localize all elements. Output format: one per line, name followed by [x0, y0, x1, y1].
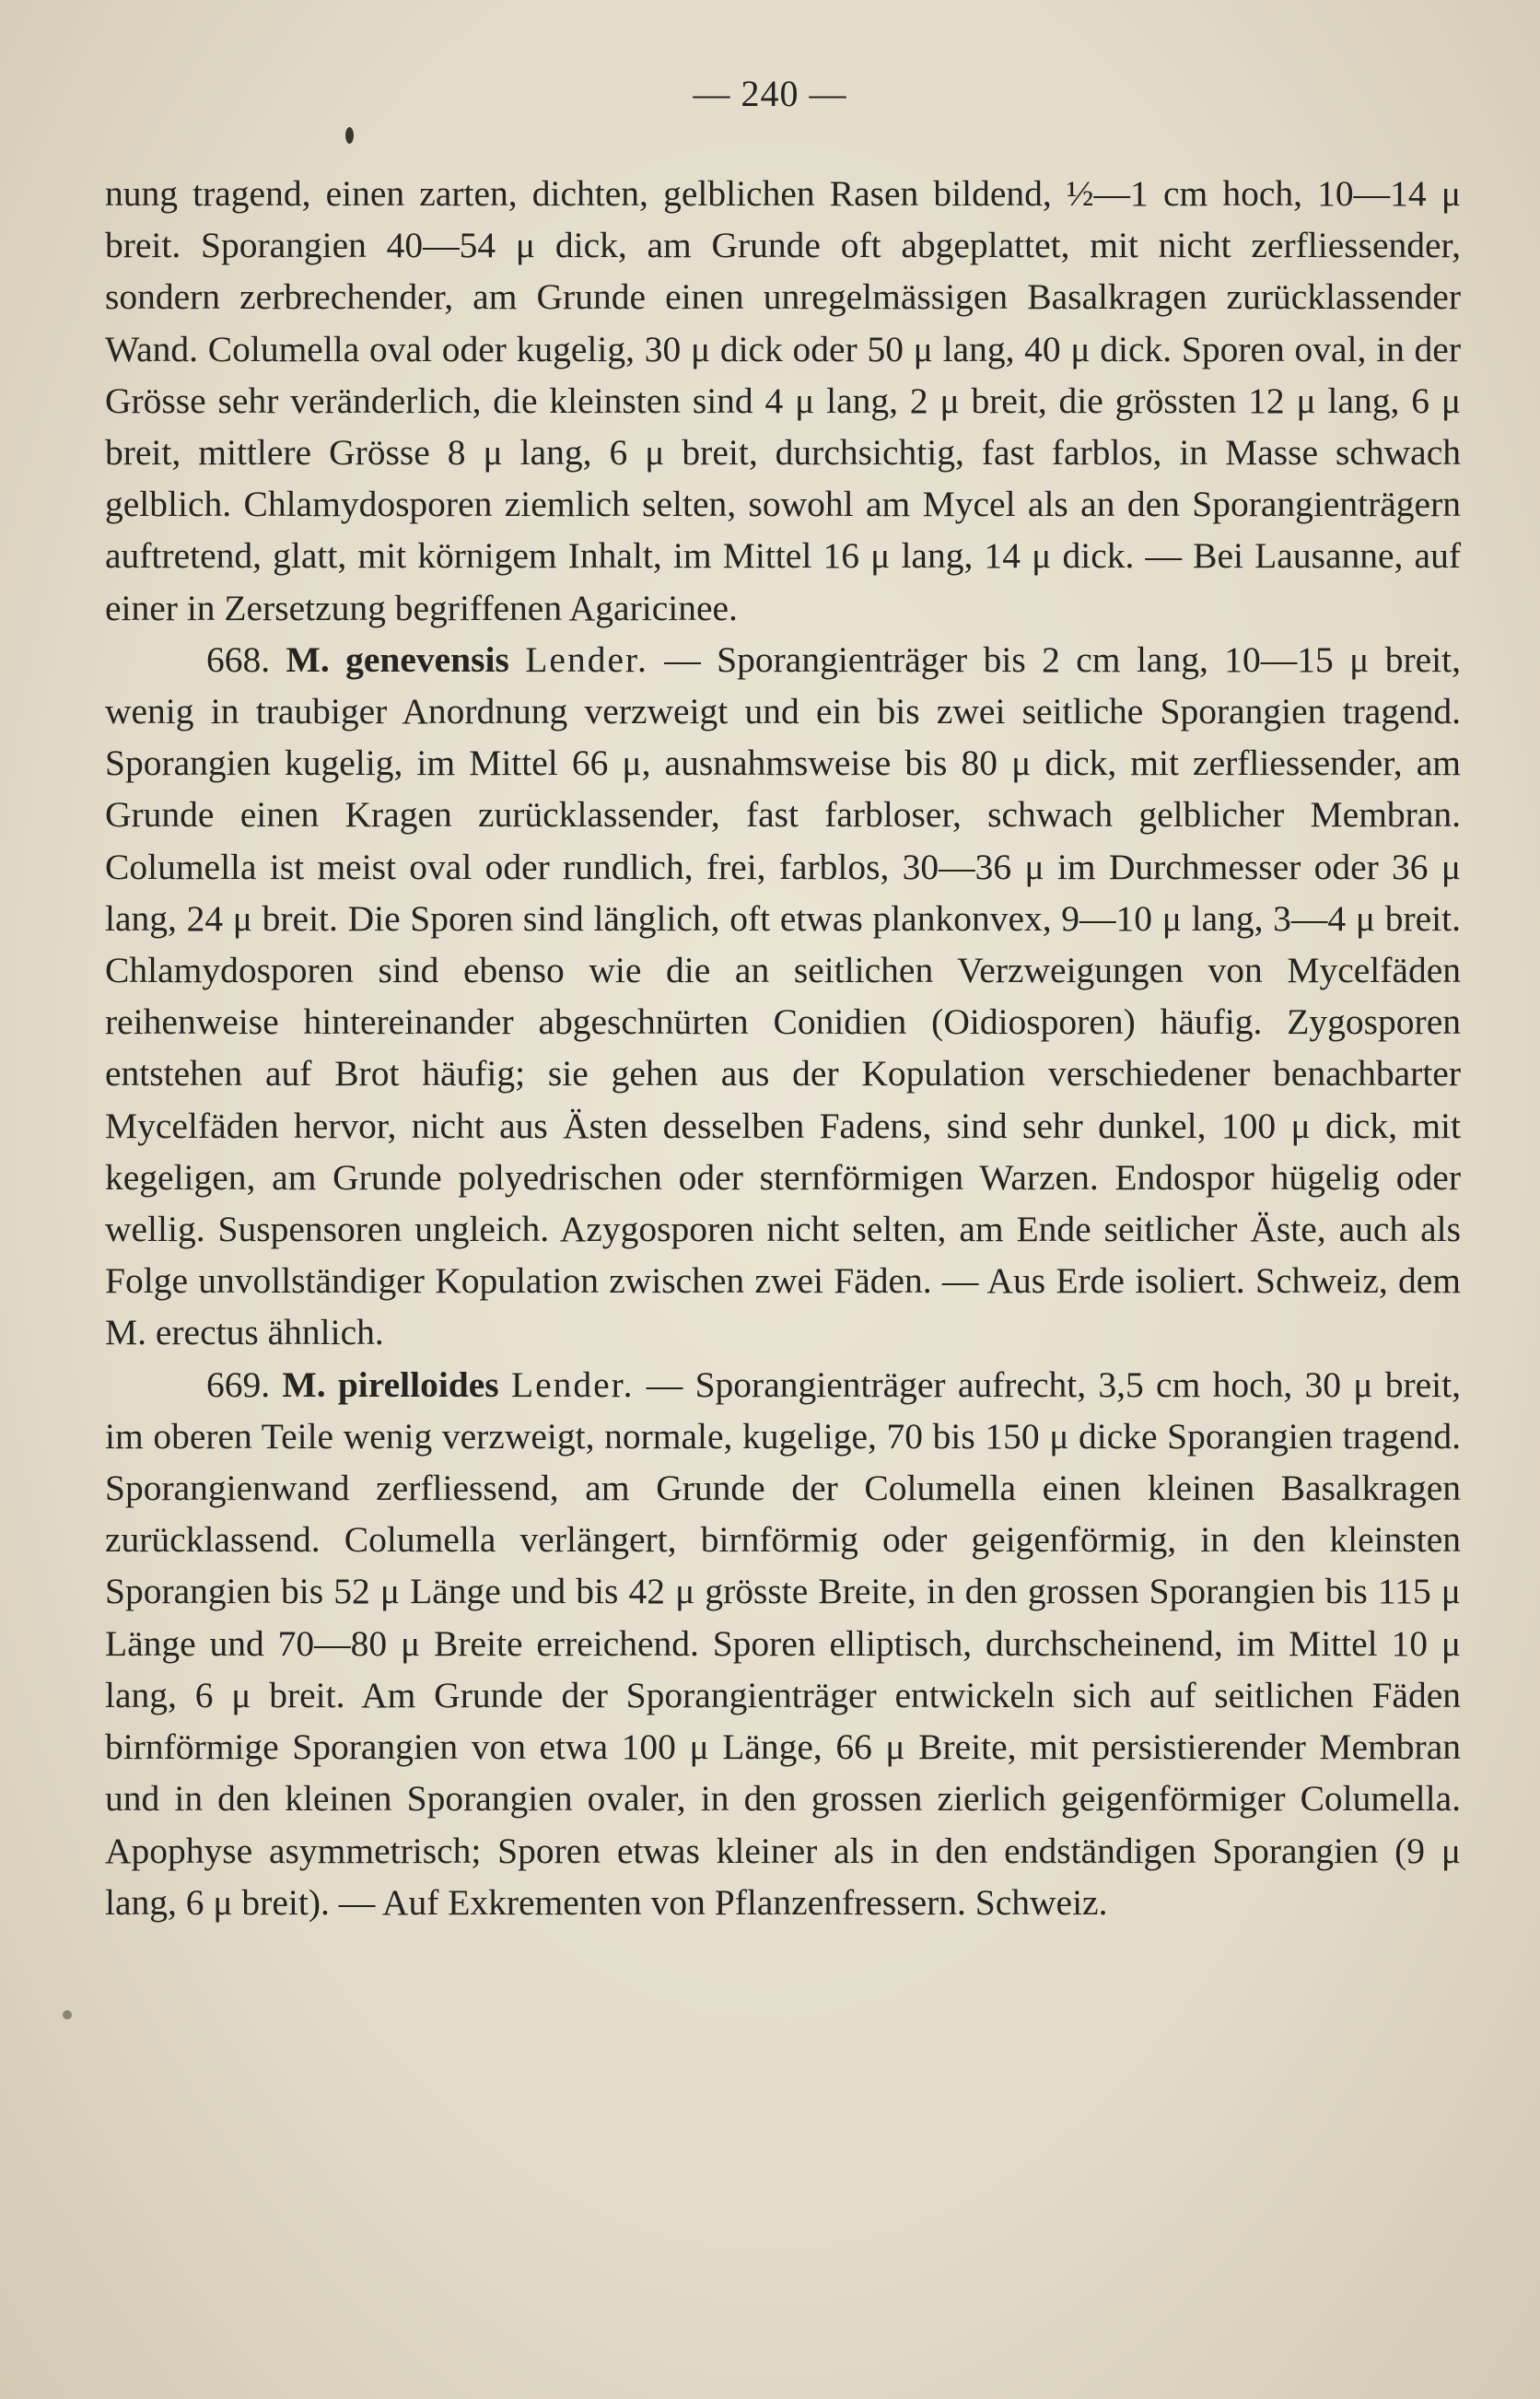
ink-speck: [63, 2010, 72, 2019]
species-entry-669: [105, 1359, 1461, 1928]
author-name: Lender.: [525, 638, 648, 680]
species-name: M. genevensis: [286, 638, 509, 680]
species-name: M. pirelloides: [282, 1363, 499, 1405]
entry-description: — Sporangienträger aufrecht, 3,5 cm hoch, 30 μ breit, im oberen Teile wenig verzweigt, normale, kugelige, 70 bis 150 μ dicke Sporangien tragend. Sporangienwand zerfliessend, am Grunde der Columella einen kleinen Basalkragen zurücklassend. Columella verlängert, birnförmig oder geigenförmig, in den kleinsten Sporangien bis 52 μ Länge und bis 42 μ grösste Breite, in den grossen Sporangien bis 115 μ Länge und 70—80 μ Breite erreichend. Sporen elliptisch, durchscheinend, im Mittel 10 μ lang, 6 μ breit. Am Grunde der Sporangienträger entwickeln sich auf seitlichen Fäden birnförmige Sporangien von etwa 100 μ Länge, 66 μ Breite, mit persistierender Membran und in den kleinen Sporangien ovaler, in den grossen zierlich geigenförmiger Columella. Apophyse asymmetrisch; Sporen etwas kleiner als in den endständigen Sporangien (9 μ lang, 6 μ breit). — Auf Exkrementen von Pflanzenfressern. Schweiz.: [105, 1363, 1462, 1923]
paragraph-text: nung tragend, einen zarten, dichten, gelblichen Rasen bildend, ½—1 cm hoch, 10—14 μ breit. Sporangien 40—54 μ dick, am Grunde oft abgeplattet, mit nicht zerfliessender, sondern zerbrechender, am Grunde einen unregelmässigen Basalkragen zurücklassender Wand. Columella oval oder kugelig, 30 μ dick oder 50 μ lang, 40 μ dick. Sporen oval, in der Grösse sehr veränderlich, die kleinsten sind 4 μ lang, 2 μ breit, die grössten 12 μ lang, 6 μ breit, mittlere Grösse 8 μ lang, 6 μ breit, durchsichtig, fast farblos, in Masse schwach gelblich. Chlamydosporen ziemlich selten, sowohl am Mycel als an den Sporangienträgern auftretend, glatt, mit körnigem Inhalt, im Mittel 16 μ lang, 14 μ dick. — Bei Lausanne, auf einer in Zersetzung begriffenen Agaricinee.: [105, 173, 1461, 628]
body-text: [105, 168, 1461, 1928]
entry-number: 668.: [206, 638, 271, 680]
entry-description: — Sporangienträger bis 2 cm lang, 10—15 μ breit, wenig in traubiger Anordnung verzweigt und ein bis zwei seitliche Sporangien tragend. Sporangien kugelig, im Mittel 66 μ, ausnahmsweise bis 80 μ dick, mit zerfliessender, am Grunde einen Kragen zurücklassender, fast farbloser, schwach gelblicher Membran. Columella ist meist oval oder rundlich, frei, farblos, 30—36 μ im Durchmesser oder 36 μ lang, 24 μ breit. Die Sporen sind länglich, oft etwas plankonvex, 9—10 μ lang, 3—4 μ breit. Chlamydosporen sind ebenso wie die an seitlichen Verzweigungen von Mycelfäden reihenweise hintereinander abgeschnürten Conidien (Oidiosporen) häufig. Zygosporen entstehen auf Brot häufig; sie gehen aus der Kopulation verschiedener benachbarter Mycelfäden hervor, nicht aus Ästen desselben Fadens, sind sehr dunkel, 100 μ dick, mit kegeligen, am Grunde polyedrischen oder sternförmigen Warzen. Endospor hügelig oder wellig. Suspensoren ungleich. Azygosporen nicht selten, am Ende seitlicher Äste, auch als Folge unvollständiger Kopulation zwischen zwei Fäden. — Aus Erde isoliert. Schweiz, dem M. erectus ähnlich.: [105, 638, 1462, 1353]
ink-speck: [345, 127, 354, 144]
page-number: — 240 —: [693, 73, 847, 114]
paragraph-continuation: [105, 168, 1461, 634]
author-name: Lender.: [510, 1363, 635, 1405]
entry-number: 669.: [206, 1363, 271, 1405]
species-entry-668: [105, 634, 1461, 1359]
